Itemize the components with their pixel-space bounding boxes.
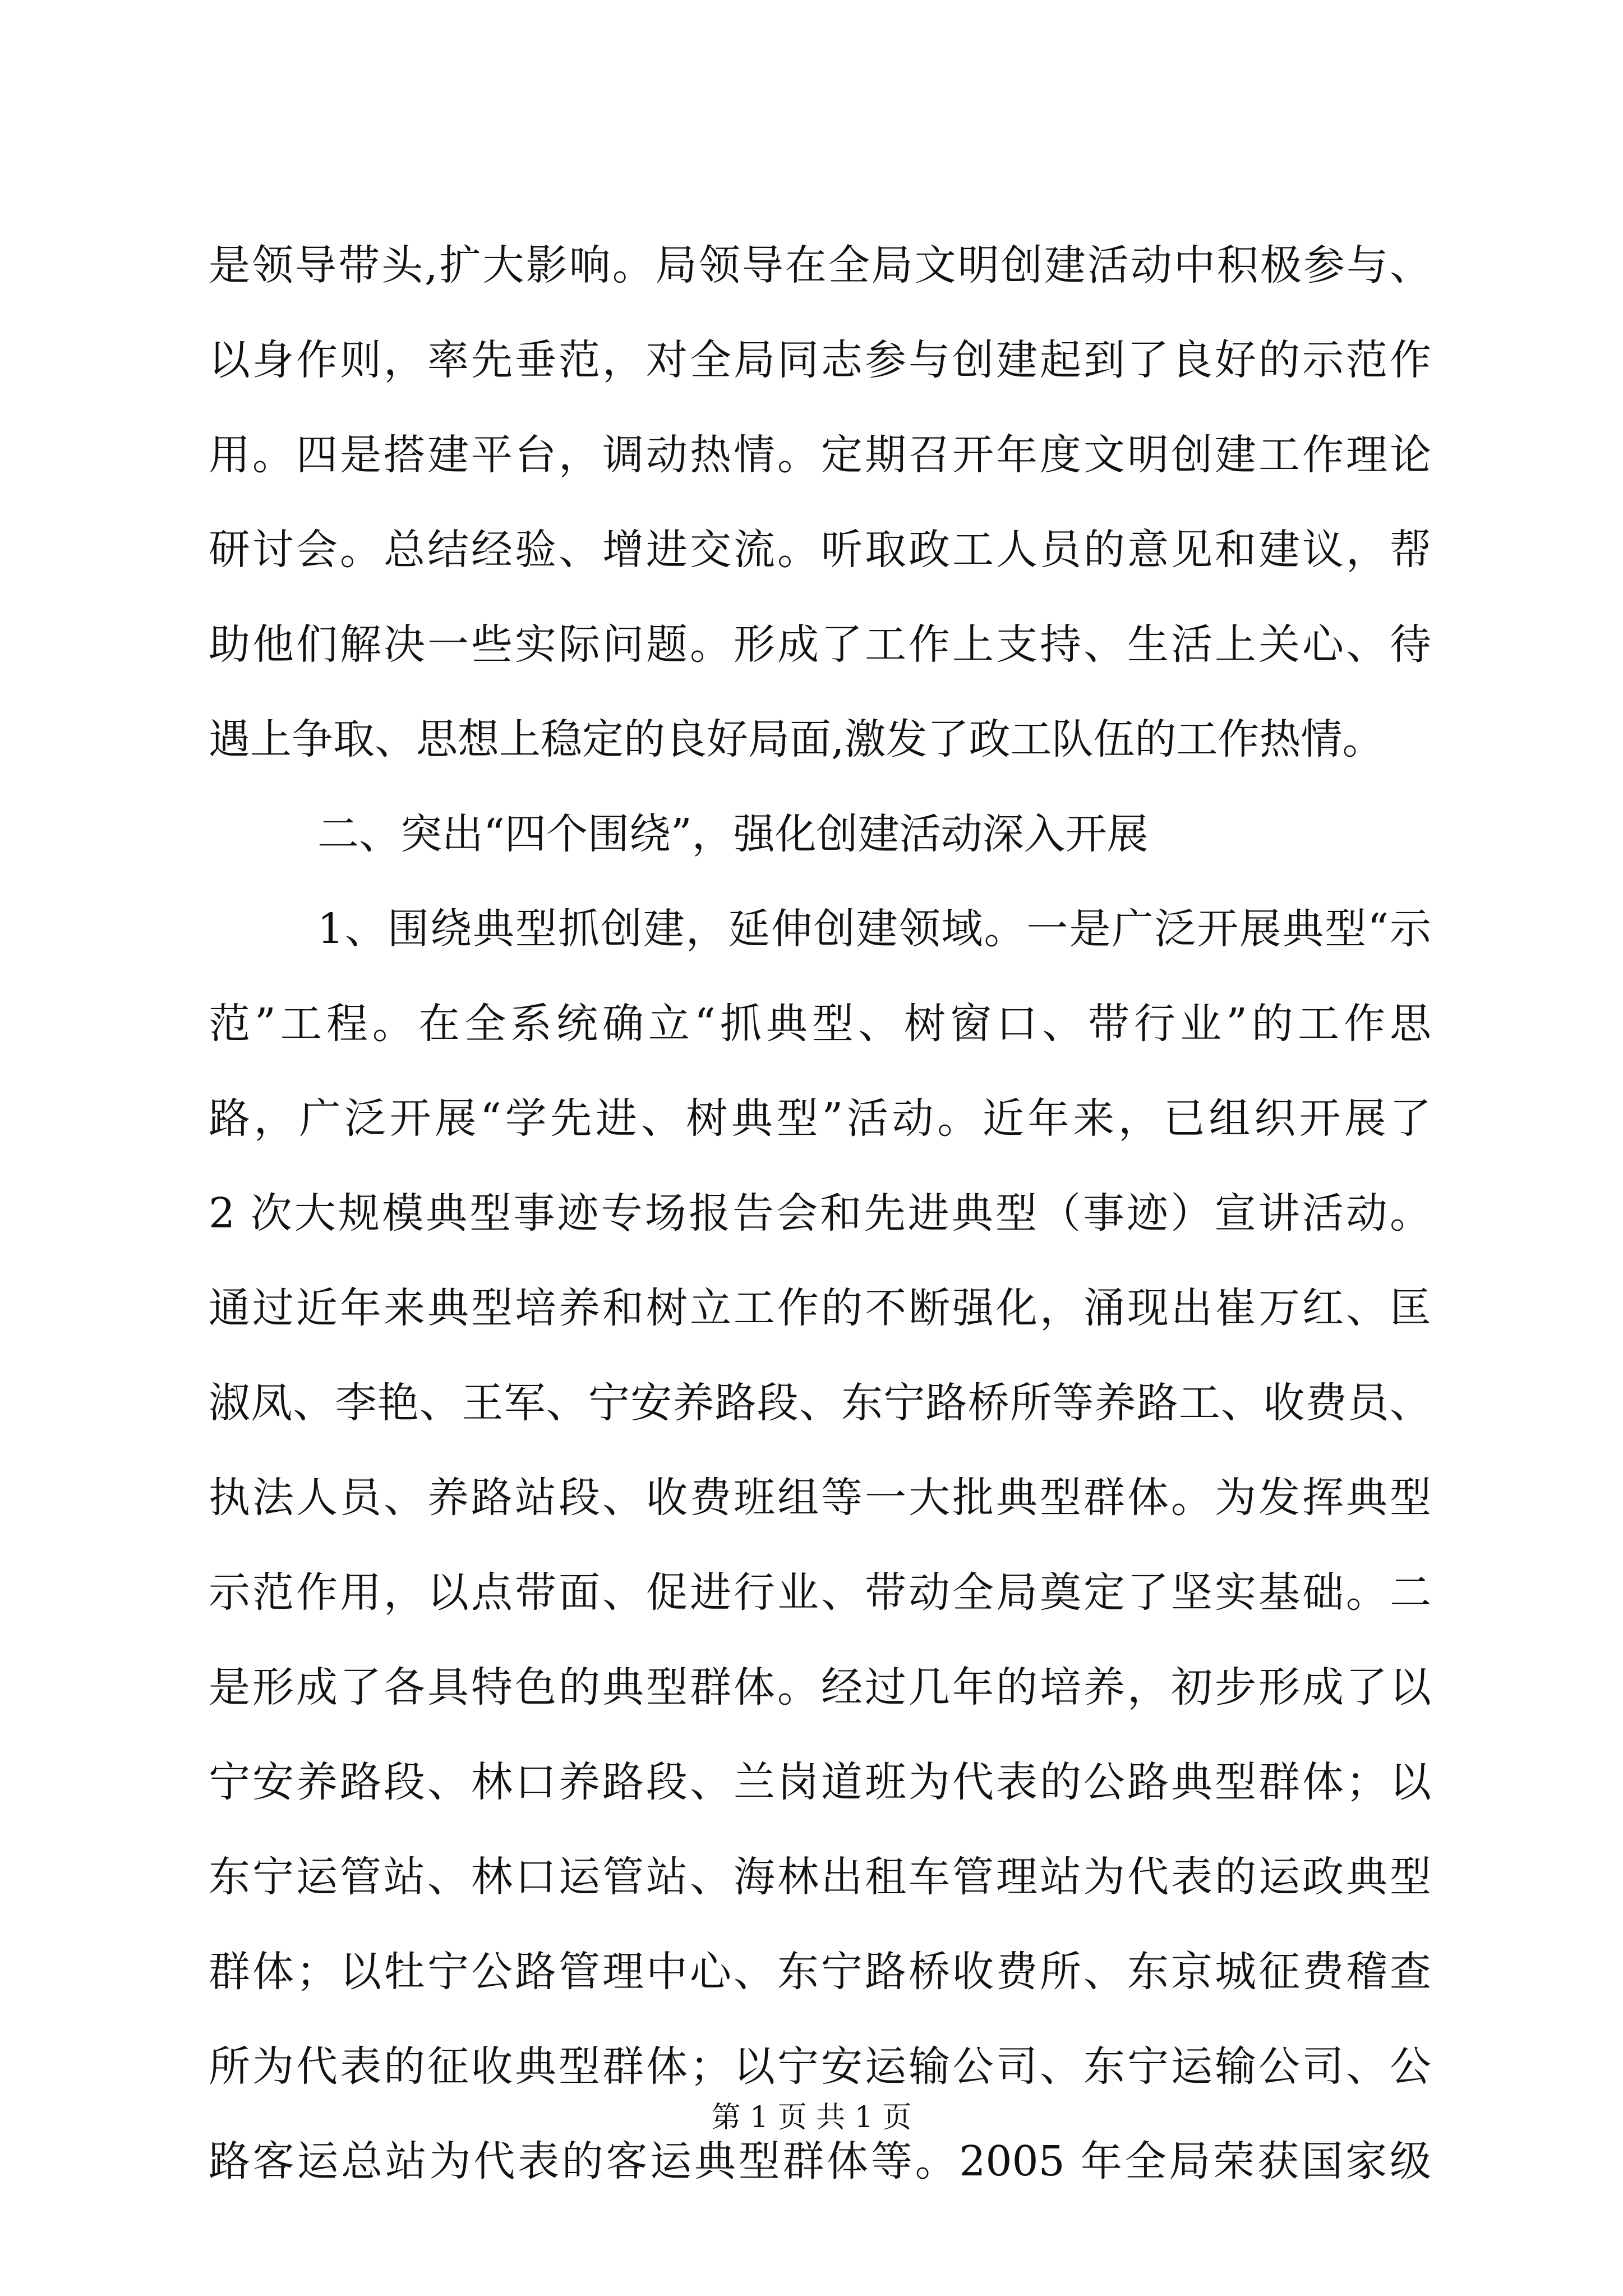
- paragraph-line: 遇上争取、思想上稳定的良好局面,激发了政工队伍的工作热情。: [209, 715, 1384, 763]
- paragraph-line: 路，广泛开展“学先进、树典型”活动。近年来，已组织开展了: [209, 1094, 1431, 1143]
- paragraph-line: 路客运总站为代表的客运典型群体等。2005 年全局荣获国家级: [209, 2137, 1431, 2185]
- paragraph-line: 执法人员、养路站段、收费班组等一大批典型群体。为发挥典型: [209, 1474, 1431, 1522]
- paragraph-line: 1、围绕典型抓创建，延伸创建领域。一是广泛开展典型“示: [317, 905, 1431, 953]
- paragraph-line: 助他们解决一些实际问题。形成了工作上支持、生活上关心、待: [209, 620, 1431, 669]
- paragraph-line: 范”工程。在全系统确立“抓典型、树窗口、带行业”的工作思: [209, 1000, 1431, 1048]
- paragraph-line: 研讨会。总结经验、增进交流。听取政工人员的意见和建议，帮: [209, 526, 1431, 574]
- paragraph-line: 是形成了各具特色的典型群体。经过几年的培养，初步形成了以: [209, 1663, 1431, 1711]
- paragraph-line: 淑凤、李艳、王军、宁安养路段、东宁路桥所等养路工、收费员、: [209, 1379, 1431, 1427]
- paragraph-line: 是领导带头,扩大影响。局领导在全局文明创建活动中积极参与、: [209, 241, 1431, 289]
- paragraph-line: 2 次大规模典型事迹专场报告会和先进典型（事迹）宣讲活动。: [209, 1189, 1431, 1237]
- section-heading: 二、突出“四个围绕”，强化创建活动深入开展: [317, 810, 1149, 858]
- paragraph-line: 用。四是搭建平台，调动热情。定期召开年度文明创建工作理论: [209, 431, 1431, 479]
- paragraph-line: 通过近年来典型培养和树立工作的不断强化，涌现出崔万红、匡: [209, 1284, 1431, 1332]
- paragraph-line: 宁安养路段、林口养路段、兰岗道班为代表的公路典型群体；以: [209, 1758, 1431, 1806]
- paragraph-line: 东宁运管站、林口运管站、海林出租车管理站为代表的运政典型: [209, 1853, 1431, 1901]
- paragraph-line: 以身作则，率先垂范，对全局同志参与创建起到了良好的示范作: [209, 336, 1431, 384]
- paragraph-line: 群体；以牡宁公路管理中心、东宁路桥收费所、东京城征费稽查: [209, 1948, 1431, 1996]
- paragraph-line: 所为代表的征收典型群体；以宁安运输公司、东宁运输公司、公: [209, 2042, 1431, 2091]
- page-footer: 第 1 页 共 1 页: [711, 2101, 912, 2134]
- paragraph-line: 示范作用，以点带面、促进行业、带动全局奠定了坚实基础。二: [209, 1568, 1431, 1617]
